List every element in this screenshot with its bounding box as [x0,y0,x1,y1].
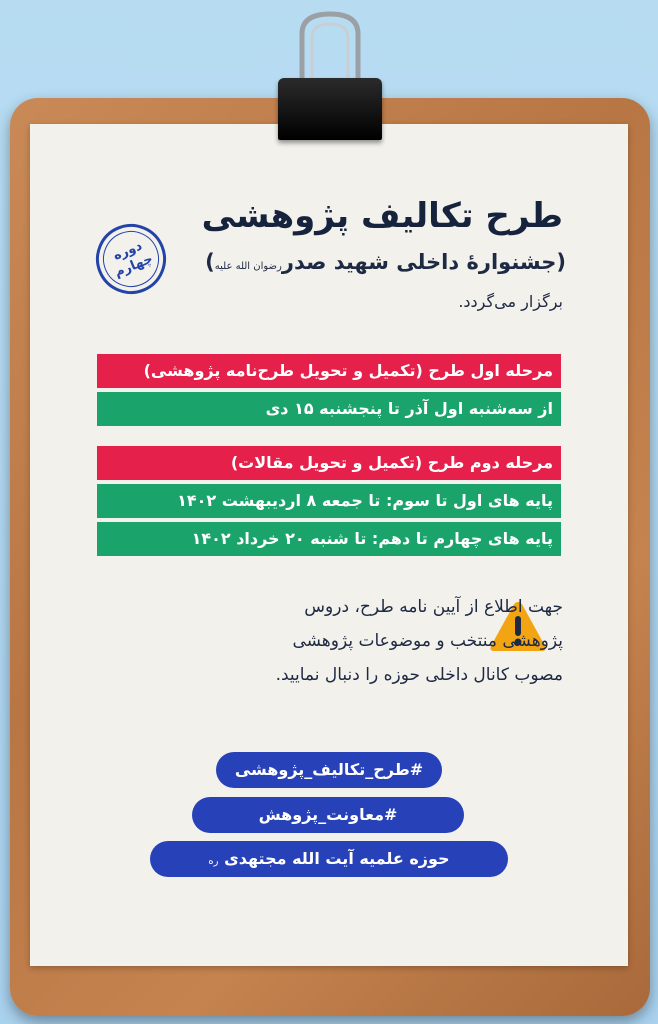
stage1-date: از سه‌شنبه اول آذر تا پنجشنبه ۱۵ دی [97,392,561,426]
page-title: طرح تکالیف پژوهشی [201,196,563,236]
hashtag-research-assignments: #طرح_تکالیف_پژوهشی [216,752,442,788]
edition-badge: دوره چهارم [85,213,176,304]
stage2-title: مرحله دوم طرح (تکمیل و تحویل مقالات) [97,446,561,480]
stage2-line2: پایه های چهارم تا دهم: تا شنبه ۲۰ خرداد ۱۴۰۲ [97,522,561,556]
hashtag-research-deputy: #معاونت_پژوهش [192,797,464,833]
binder-clip-icon [278,78,382,140]
notice-line2: پژوهشی منتخب و موضوعات پژوهشی [292,631,563,651]
notice-text [93,590,563,692]
seminary-honorific: ره [208,856,219,867]
subtitle-close: ) [205,250,215,274]
notice-line3: مصوب کانال داخلی حوزه را دنبال نمایید. [275,665,563,685]
seminary-name-tag [150,841,508,877]
seminary-name: حوزه علمیه آیت الله مجتهدی [224,849,450,868]
stage1-title: مرحله اول طرح (تکمیل و تحویل طرح‌نامه پژوهشی) [97,354,561,388]
subtitle-text: (جشنوارۀ داخلی شهید صدر [281,250,566,274]
notice-line1: جهت اطلاع از آیین نامه طرح، دروس [304,597,563,617]
festival-subtitle [146,250,566,274]
subtitle-honorific: رضوان الله علیه [214,261,282,272]
stage2-line1: پایه های اول تا سوم: تا جمعه ۸ اردیبهشت ۱۴۰۲ [97,484,561,518]
held-text: برگزار می‌گردد. [458,292,563,311]
